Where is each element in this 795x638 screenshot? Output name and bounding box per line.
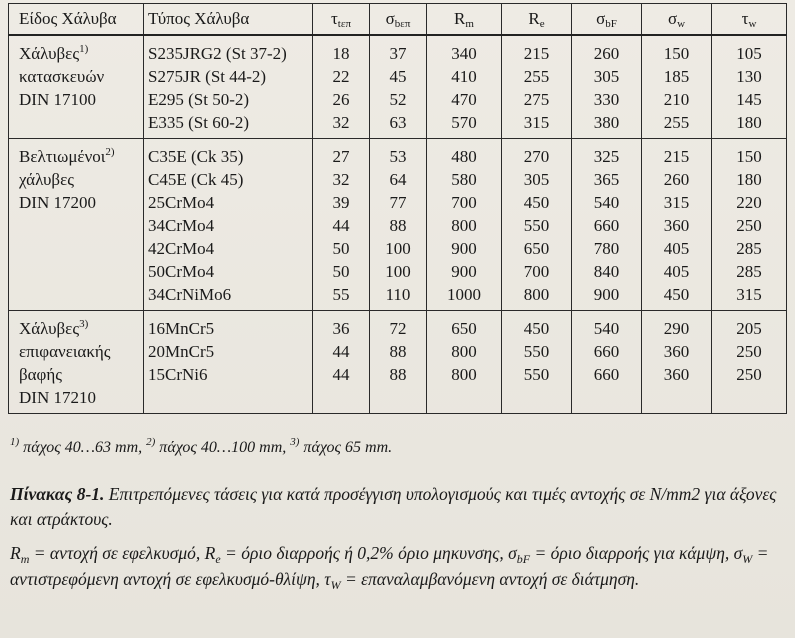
- legend-symbol: σ: [508, 543, 517, 563]
- steel-type: S235JRG2 (St 37-2): [148, 44, 287, 63]
- steel-type: S275JR (St 44-2): [148, 67, 267, 86]
- value-cell: 450: [523, 193, 550, 212]
- legend-symbol-subscript: m: [20, 552, 30, 566]
- legend-symbol: σ: [733, 543, 743, 563]
- steel-group-name-line: επιφανειακής: [19, 342, 111, 361]
- table-caption: [10, 482, 780, 532]
- value-cell: 285: [736, 239, 762, 258]
- value-cell: 650: [523, 239, 550, 258]
- legend-definition: = επαναλαμβανόμενη αντοχή σε διάτμηση.: [340, 569, 640, 589]
- value-cell: 39: [332, 193, 350, 212]
- value-column: [572, 311, 642, 414]
- caption-label: Πίνακας 8-1.: [10, 484, 105, 504]
- value-cell: 405: [663, 239, 690, 258]
- value-column: [313, 35, 370, 139]
- legend-definition: = όριο διαρροής για κάμψη,: [530, 543, 734, 563]
- value-cell: 45: [389, 67, 407, 86]
- value-cell: 360: [663, 216, 690, 235]
- value-cell: 255: [523, 67, 550, 86]
- value-column: [642, 311, 712, 414]
- value-cell: 365: [593, 170, 620, 189]
- value-cell: 77: [389, 193, 407, 212]
- steel-group-name-line: [19, 145, 139, 168]
- value-cell: 26: [332, 90, 350, 109]
- value-cell: 145: [736, 90, 762, 109]
- steel-group-name-line: χάλυβες: [19, 170, 74, 189]
- steel-type: C35E (Ck 35): [148, 147, 244, 166]
- value-cell: 50: [332, 239, 350, 258]
- value-cell: 32: [332, 113, 350, 132]
- legend-definition: = αντιστρεφόμενη αντοχή σε εφελκυσμό-θλίψη,: [10, 543, 769, 589]
- value-cell: 150: [663, 44, 690, 63]
- value-cell: 340: [451, 44, 477, 63]
- header-steel-group: Είδος Χάλυβα: [9, 4, 144, 36]
- value-cell: 27: [332, 147, 350, 166]
- value-column: [502, 311, 572, 414]
- header-re: $R_e$: [502, 4, 572, 36]
- legend-symbol: τ: [324, 569, 331, 589]
- value-cell: 44: [332, 365, 350, 384]
- value-cell: 255: [663, 113, 690, 132]
- value-cell: 550: [523, 365, 550, 384]
- value-cell: 840: [593, 262, 620, 281]
- value-column: [502, 35, 572, 139]
- steel-type: 25CrMo4: [148, 193, 215, 212]
- value-cell: 900: [593, 285, 620, 304]
- steel-properties-table: [8, 3, 787, 414]
- steel-group-name-line: [19, 317, 139, 340]
- legend-symbol-subscript: W: [330, 578, 341, 592]
- steel-type: 34CrNiMo6: [148, 285, 232, 304]
- value-cell: 250: [736, 216, 762, 235]
- value-cell: 180: [736, 113, 762, 132]
- table-footnote: [10, 436, 393, 457]
- footnote-marker-3: 3): [290, 436, 300, 448]
- value-cell: 700: [451, 193, 477, 212]
- value-cell: 44: [332, 342, 350, 361]
- steel-type: E335 (St 60-2): [148, 113, 250, 132]
- table-row: [9, 139, 787, 311]
- value-cell: 470: [451, 90, 477, 109]
- header-sigma-b-allow: $\sigma_{b\varepsilon\pi}$: [370, 4, 427, 36]
- table-body: [9, 35, 787, 414]
- value-cell: 37: [389, 44, 407, 63]
- value-column: [642, 139, 712, 311]
- value-column: [427, 139, 502, 311]
- value-column: [502, 139, 572, 311]
- steel-group-name-text: Χάλυβες: [19, 44, 80, 63]
- steel-group-name-line: [19, 42, 139, 65]
- steel-group-name: [9, 311, 144, 414]
- header-tau-allow: $\tau_{t\varepsilon\pi}$: [313, 4, 370, 36]
- value-cell: 32: [332, 170, 350, 189]
- value-cell: 180: [736, 170, 762, 189]
- footnote-ref: 1): [79, 43, 89, 55]
- symbol-legend: [10, 540, 780, 592]
- steel-type: C45E (Ck 45): [148, 170, 244, 189]
- value-cell: 105: [736, 44, 762, 63]
- value-cell: 55: [332, 285, 350, 304]
- value-cell: 660: [593, 365, 620, 384]
- value-column: [572, 139, 642, 311]
- value-cell: 660: [593, 342, 620, 361]
- footnote-marker-1: 1): [10, 436, 20, 448]
- value-cell: 130: [736, 67, 762, 86]
- header-tau-w: $\tau_w$: [712, 4, 787, 36]
- value-cell: 315: [523, 113, 550, 132]
- value-cell: 570: [451, 113, 477, 132]
- value-cell: 36: [332, 319, 350, 338]
- steel-group-name-line: DIN 17200: [19, 193, 96, 212]
- value-column: [712, 139, 787, 311]
- value-cell: 650: [451, 319, 477, 338]
- header-rm: $R_m$: [427, 4, 502, 36]
- value-column: [313, 139, 370, 311]
- value-cell: 325: [593, 147, 620, 166]
- value-cell: 540: [593, 319, 620, 338]
- table-row: [9, 35, 787, 139]
- value-cell: 88: [389, 365, 407, 384]
- value-cell: 185: [663, 67, 690, 86]
- value-cell: 700: [523, 262, 550, 281]
- steel-group-name-line: DIN 17100: [19, 90, 96, 109]
- value-column: [427, 35, 502, 139]
- value-cell: 150: [736, 147, 762, 166]
- value-cell: 215: [663, 147, 690, 166]
- value-column: [370, 139, 427, 311]
- value-column: [642, 35, 712, 139]
- value-cell: 290: [663, 319, 690, 338]
- value-cell: 330: [593, 90, 620, 109]
- steel-group-name: [9, 35, 144, 139]
- value-cell: 110: [385, 285, 411, 304]
- footnote-ref: 3): [79, 318, 89, 330]
- steel-type: 50CrMo4: [148, 262, 215, 281]
- footnote-ref: 2): [105, 146, 115, 158]
- value-cell: 52: [389, 90, 407, 109]
- value-cell: 220: [736, 193, 762, 212]
- value-cell: 360: [663, 365, 690, 384]
- steel-type: 15CrNi6: [148, 365, 208, 384]
- value-cell: 405: [663, 262, 690, 281]
- value-cell: 800: [523, 285, 550, 304]
- value-cell: 315: [663, 193, 690, 212]
- value-cell: 315: [736, 285, 762, 304]
- value-cell: 800: [451, 365, 477, 384]
- table-row: [9, 311, 787, 414]
- footnote-text-3: πάχος 65 mm.: [299, 439, 393, 456]
- steel-type: 42CrMo4: [148, 239, 215, 258]
- value-cell: 780: [593, 239, 620, 258]
- steel-group-name-line: κατασκευών: [19, 67, 105, 86]
- value-cell: 205: [736, 319, 762, 338]
- value-cell: 88: [389, 216, 407, 235]
- steel-group-name-text: Βελτιωμένοι: [19, 147, 106, 166]
- caption-text: Επιτρεπόμενες τάσεις για κατά προσέγγιση υπολογισμούς και τιμές αντοχής σε N/mm2 για άξονες και ατράκτους.: [10, 484, 777, 529]
- value-cell: 580: [451, 170, 477, 189]
- steel-group-name-text: Χάλυβες: [19, 319, 80, 338]
- steel-type-list: [144, 35, 313, 139]
- value-cell: 800: [451, 342, 477, 361]
- value-cell: 450: [523, 319, 550, 338]
- value-cell: 900: [451, 262, 477, 281]
- steel-group-name-line: DIN 17210: [19, 388, 96, 407]
- legend-symbol-subscript: W: [742, 552, 753, 566]
- legend-symbol: R: [10, 543, 21, 563]
- value-cell: 64: [389, 170, 407, 189]
- value-column: [712, 35, 787, 139]
- steel-group-name-line: βαφής: [19, 365, 62, 384]
- legend-definition: = όριο διαρροής ή 0,2% όριο μηκυνσης,: [220, 543, 509, 563]
- header-steel-type: Τύπος Χάλυβα: [144, 4, 313, 36]
- steel-type: 20MnCr5: [148, 342, 215, 361]
- value-cell: 100: [385, 239, 411, 258]
- value-column: [712, 311, 787, 414]
- value-cell: 550: [523, 216, 550, 235]
- value-cell: 540: [593, 193, 620, 212]
- value-cell: 410: [451, 67, 477, 86]
- value-cell: 44: [332, 216, 350, 235]
- value-column: [572, 35, 642, 139]
- value-cell: 260: [663, 170, 690, 189]
- steel-group-name: [9, 139, 144, 311]
- value-cell: 275: [523, 90, 550, 109]
- value-cell: 450: [663, 285, 690, 304]
- value-cell: 63: [389, 113, 407, 132]
- header-sigma-bf: $\sigma_{bF}$: [572, 4, 642, 36]
- steel-type-list: [144, 311, 313, 414]
- value-column: [427, 311, 502, 414]
- value-cell: 18: [332, 44, 350, 63]
- value-cell: 88: [389, 342, 407, 361]
- steel-type-list: [144, 139, 313, 311]
- legend-symbol-subscript: e: [215, 552, 221, 566]
- legend-symbol-subscript: bF: [516, 552, 531, 566]
- value-cell: 900: [451, 239, 477, 258]
- value-column: [313, 311, 370, 414]
- value-cell: 480: [451, 147, 477, 166]
- value-cell: 1000: [447, 285, 481, 304]
- value-cell: 215: [523, 44, 550, 63]
- footnote-text-1: πάχος 40…63 mm,: [19, 439, 147, 456]
- value-cell: 100: [385, 262, 411, 281]
- value-cell: 305: [523, 170, 550, 189]
- legend-symbol: R: [204, 543, 216, 563]
- value-cell: 270: [523, 147, 550, 166]
- steel-type: E295 (St 50-2): [148, 90, 250, 109]
- value-cell: 380: [593, 113, 620, 132]
- value-column: [370, 311, 427, 414]
- value-cell: 22: [332, 67, 350, 86]
- value-cell: 660: [593, 216, 620, 235]
- value-cell: 285: [736, 262, 762, 281]
- value-cell: 250: [736, 365, 762, 384]
- steel-type: 34CrMo4: [148, 216, 215, 235]
- value-cell: 360: [663, 342, 690, 361]
- steel-type: 16MnCr5: [148, 319, 215, 338]
- value-cell: 72: [389, 319, 407, 338]
- value-cell: 210: [663, 90, 690, 109]
- legend-definition: = αντοχή σε εφελκυσμό,: [29, 543, 205, 563]
- table-header-row: [9, 4, 787, 36]
- header-sigma-w: $\sigma_w$: [642, 4, 712, 36]
- value-cell: 50: [332, 262, 350, 281]
- footnote-text-2: πάχος 40…100 mm,: [155, 439, 291, 456]
- value-cell: 250: [736, 342, 762, 361]
- value-cell: 260: [593, 44, 620, 63]
- value-cell: 305: [593, 67, 620, 86]
- footnote-marker-2: 2): [146, 436, 156, 448]
- value-cell: 800: [451, 216, 477, 235]
- value-column: [370, 35, 427, 139]
- value-cell: 53: [389, 147, 407, 166]
- value-cell: 550: [523, 342, 550, 361]
